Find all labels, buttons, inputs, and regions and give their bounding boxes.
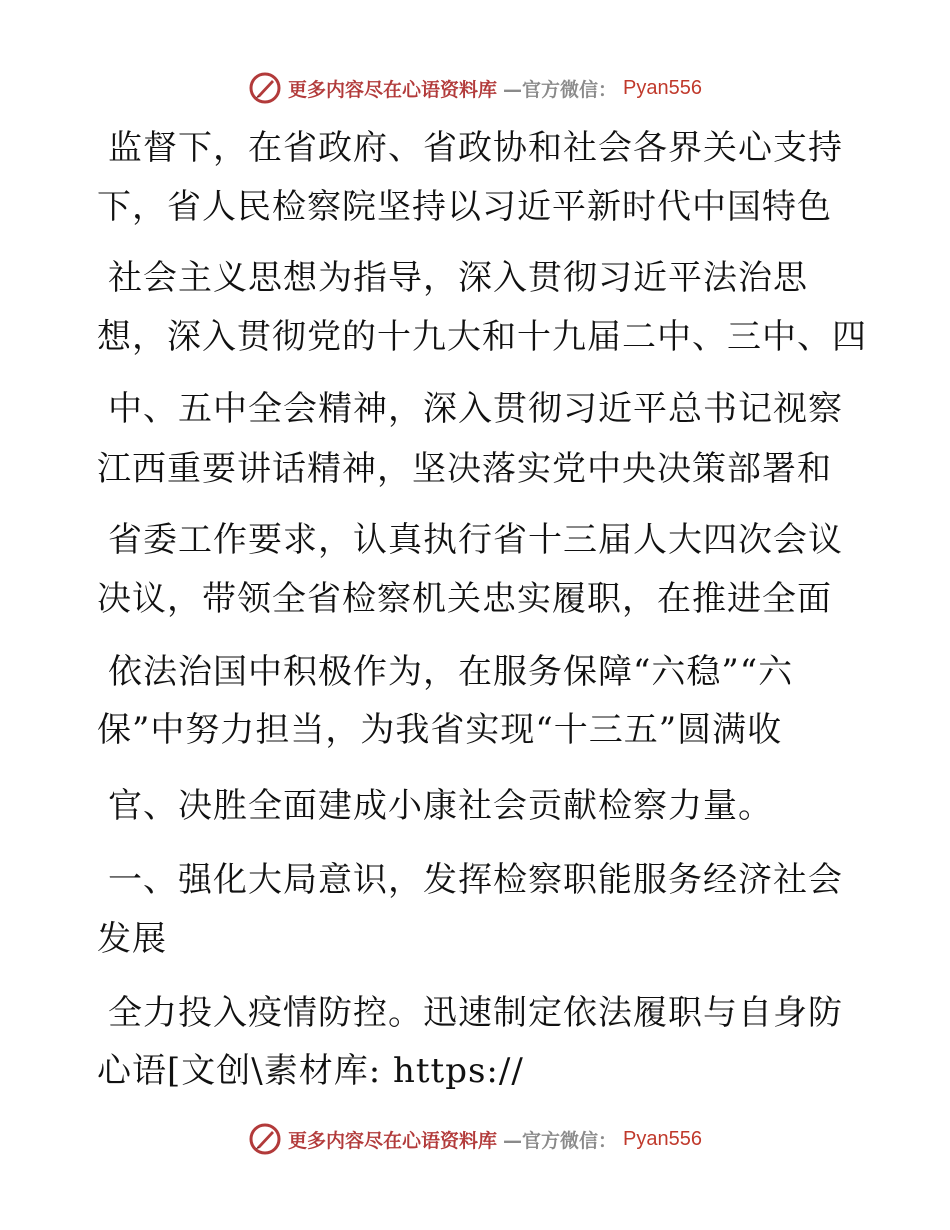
- header-watermark: [0, 68, 950, 108]
- body-line: 中、五中全会精神，深入贯彻习近平总书记视察: [108, 389, 843, 429]
- body-line: 省委工作要求，认真执行省十三届人大四次会议: [108, 520, 843, 560]
- body-line: 依法治国中积极作为，在服务保障“六稳”“六: [108, 652, 794, 692]
- section-heading-continued: 发展: [97, 919, 167, 959]
- body-line: 下，省人民检察院坚持以习近平新时代中国特色: [97, 187, 832, 227]
- body-line: 官、决胜全面建成小康社会贡献检察力量。: [108, 786, 773, 826]
- body-line: 社会主义思想为指导，深入贯彻习近平法治思: [108, 258, 808, 298]
- quill-seal-icon: [248, 71, 282, 105]
- body-line: 心语[文创\素材库: https://: [97, 1051, 524, 1091]
- body-line: 全力投入疫情防控。迅速制定依法履职与自身防: [108, 993, 843, 1033]
- footer-watermark: [0, 1119, 950, 1159]
- watermark-text: 更多内容尽在心语资料库: [288, 79, 498, 101]
- body-line: 监督下，在省政府、省政协和社会各界关心支持: [108, 128, 843, 168]
- watermark-separator: —官方微信：: [503, 1129, 618, 1152]
- watermark-separator: —官方微信：: [503, 78, 618, 101]
- watermark-wechat-id: Pyan556: [623, 1127, 702, 1150]
- section-heading: 一、强化大局意识，发挥检察职能服务经济社会: [108, 860, 843, 900]
- body-line: 江西重要讲话精神，坚决落实党中央决策部署和: [97, 449, 832, 489]
- watermark-text: 更多内容尽在心语资料库: [288, 1130, 498, 1152]
- body-line: 决议，带领全省检察机关忠实履职，在推进全面: [97, 579, 832, 619]
- watermark-wechat-id: Pyan556: [623, 76, 702, 99]
- body-line: 想，深入贯彻党的十九大和十九届二中、三中、四: [97, 317, 867, 357]
- body-line: 保”中努力担当，为我省实现“十三五”圆满收: [97, 710, 783, 750]
- quill-seal-icon: [248, 1122, 282, 1156]
